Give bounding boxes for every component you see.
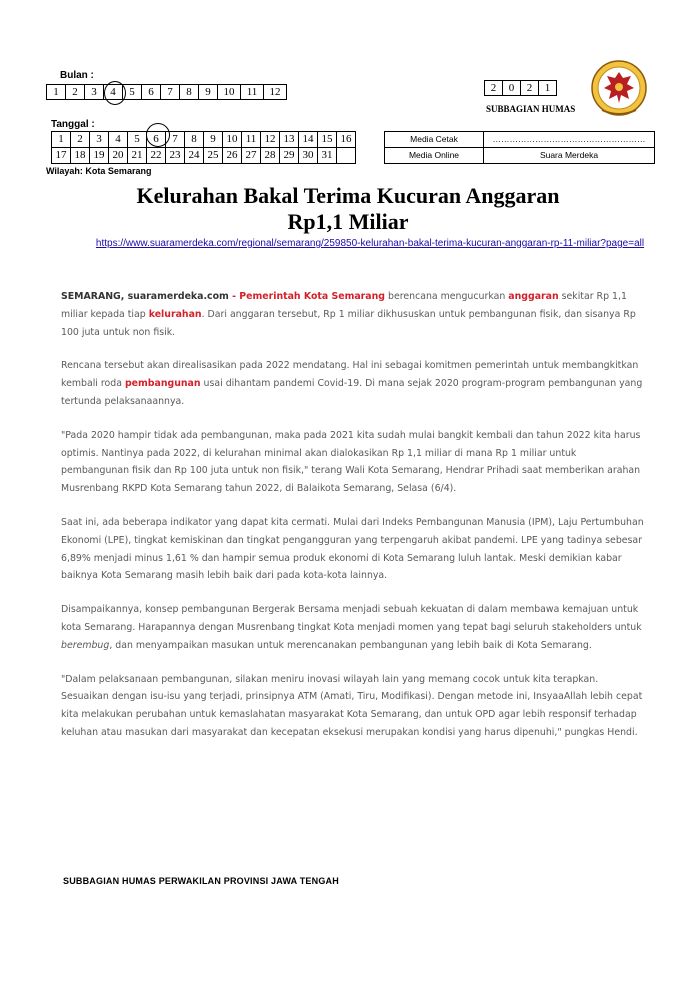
text-run: . Dari anggaran tersebut, Rp 1 miliar dikhususkan untuk pembangunan fisik, dan sisanya Rp 100 juta untuk non fisik. xyxy=(61,308,636,338)
date-cell: 31 xyxy=(318,148,337,164)
date-cell: 4 xyxy=(109,132,128,148)
date-cell: 22 xyxy=(147,148,166,164)
month-cell: 8 xyxy=(180,85,199,100)
month-cell: 10 xyxy=(218,85,241,100)
date-cell: 26 xyxy=(223,148,242,164)
dateline: SEMARANG, suaramerdeka.com xyxy=(61,291,229,302)
date-cell: 19 xyxy=(90,148,109,164)
month-cell: 5 xyxy=(123,85,142,100)
month-cell: 1 xyxy=(47,85,66,100)
paragraph-5 xyxy=(61,601,646,654)
title-line-1: Kelurahan Bakal Terima Kucuran Anggaran xyxy=(136,183,560,208)
text-run: usai dihantam pandemi Covid-19. Di mana sejak 2020 program-program pembangunan yang tertunda pelaksanaannya. xyxy=(61,378,643,407)
text-run: sekitar Rp 1,1 miliar kepada tiap xyxy=(61,291,627,320)
year-digit: 2 xyxy=(521,81,539,96)
date-cell: 14 xyxy=(299,132,318,148)
selected-date-circle xyxy=(146,123,170,147)
article-url-link[interactable]: https://www.suaramerdeka.com/regional/semarang/259850-kelurahan-bakal-terima-kucuran-anggaran-rp-11-miliar?page=all xyxy=(95,238,645,249)
date-cell: 12 xyxy=(261,132,280,148)
date-cell: 28 xyxy=(261,148,280,164)
title-line-2: Rp1,1 Miliar xyxy=(287,209,409,234)
date-cell: 13 xyxy=(280,132,299,148)
tanggal-label: Tanggal : xyxy=(51,119,95,130)
date-cell: 2 xyxy=(71,132,90,148)
tag-link[interactable]: anggaran xyxy=(508,291,559,302)
media-online-label: Media Online xyxy=(385,148,484,164)
date-cell xyxy=(337,148,356,164)
date-grid xyxy=(51,131,356,164)
month-cell: 12 xyxy=(264,85,287,100)
paragraph-4: Saat ini, ada beberapa indikator yang dapat kita cermati. Mulai dari Indeks Pembangunan Manusia (IPM), Laju Pertumbuhan Ekonomi (LPE), tingkat kemiskinan dan tingkat pengangguran yang terpengaruh akibat pandemi. LPE yang tadinya sebesar 6,89% menjadi minus 1,61 % dan hampir semua produk ekonomi di Kota Semarang luluh lantak. Meski demikian kabar baiknya Kota Semarang masih lebih baik dari pada kota-kota lainnya. xyxy=(61,516,644,582)
month-cell: 2 xyxy=(66,85,85,100)
date-cell: 10 xyxy=(223,132,242,148)
media-online-value: Suara Merdeka xyxy=(484,148,655,164)
text-run: , dan menyampaikan masukan untuk merencanakan pembangunan yang lebih baik di Kota Semarang. xyxy=(109,639,592,651)
date-cell: 29 xyxy=(280,148,299,164)
italic-run: berembug xyxy=(61,639,110,651)
garuda-emblem-logo xyxy=(590,58,648,120)
article-body xyxy=(61,288,646,758)
month-cell: 6 xyxy=(142,85,161,100)
date-cell: 20 xyxy=(109,148,128,164)
date-cell: 9 xyxy=(204,132,223,148)
year-digit: 1 xyxy=(539,81,557,96)
date-cell: 3 xyxy=(90,132,109,148)
month-cell: 3 xyxy=(85,85,104,100)
text-run: Rencana tersebut akan direalisasikan pada 2022 mendatang. Hal ini sebagai komitmen pemerintah untuk membangkitkan kembali roda xyxy=(61,360,639,390)
date-cell: 11 xyxy=(242,132,261,148)
footer-org: SUBBAGIAN HUMAS PERWAKILAN PROVINSI JAWA TENGAH xyxy=(63,876,339,886)
date-cell: 8 xyxy=(185,132,204,148)
wilayah-label: Wilayah: Kota Semarang xyxy=(46,166,152,176)
date-cell: 1 xyxy=(52,132,71,148)
tag-link[interactable]: kelurahan xyxy=(148,308,202,320)
media-table xyxy=(384,131,655,164)
date-cell: 15 xyxy=(318,132,337,148)
date-cell: 6 xyxy=(147,132,166,148)
month-cell: 4 xyxy=(104,85,123,100)
media-cetak-label: Media Cetak xyxy=(385,132,484,148)
date-cell: 16 xyxy=(337,132,356,148)
tag-link[interactable]: Pemerintah Kota Semarang xyxy=(239,291,386,302)
year-digit: 0 xyxy=(503,81,521,96)
date-cell: 24 xyxy=(185,148,204,164)
month-cell: 9 xyxy=(199,85,218,100)
media-cetak-value: ……………………………………………… xyxy=(484,132,655,148)
date-cell: 30 xyxy=(299,148,318,164)
bulan-label: Bulan : xyxy=(60,70,94,81)
date-cell: 18 xyxy=(71,148,90,164)
month-cell: 11 xyxy=(241,85,264,100)
selected-month-circle xyxy=(104,81,126,105)
month-cell: 7 xyxy=(161,85,180,100)
date-cell: 7 xyxy=(166,132,185,148)
year-grid xyxy=(484,80,557,96)
date-cell: 21 xyxy=(128,148,147,164)
date-cell: 17 xyxy=(52,148,71,164)
paragraph-3: "Pada 2020 hampir tidak ada pembangunan, maka pada 2021 kita sudah mulai bangkit kembali dan tahun 2022 kita harus optimis. Nantinya pada 2022, di kelurahan minimal akan dialokasikan Rp 1,1 miliar di mana Rp 1 miliar untuk pembangunan fisik dan Rp 100 juta untuk non fisik," terang Wali Kota Semarang, Hendrar Prihadi saat memberikan arahan Musrenbang RKPD Kota Semarang tahun 2022, di Balaikota Semarang, Selasa (6/4). xyxy=(61,429,641,495)
text-run: berencana mengucurkan xyxy=(385,291,509,302)
month-grid xyxy=(46,84,287,100)
year-digit: 2 xyxy=(485,81,503,96)
org-label: SUBBAGIAN HUMAS xyxy=(486,104,576,114)
date-cell: 25 xyxy=(204,148,223,164)
tag-link[interactable]: pembangunan xyxy=(124,378,201,390)
date-cell: 23 xyxy=(166,148,185,164)
text-run: Disampaikannya, konsep pembangunan Bergerak Bersama menjadi sebuah kekuatan di dalam membawa kemajuan untuk kota Semarang. Harapannya dengan Musrenbang tingkat Kota menjadi momen yang tepat bagi seluruh stakeholders untuk xyxy=(61,604,642,633)
dateline-separator: - xyxy=(228,291,240,302)
date-cell: 5 xyxy=(128,132,147,148)
date-cell: 27 xyxy=(242,148,261,164)
paragraph-6: "Dalam pelaksanaan pembangunan, silakan meniru inovasi wilayah lain yang memang cocok untuk kita terapkan. Sesuaikan dengan isu-isu yang terjadi, prinsipnya ATM (Amati, Tiru, Modifikasi). Dengan metode ini, InsyaaAllah lebih cepat kita melakukan perubahan untuk kemaslahatan masyarakat Kota Semarang, dan untuk OPD agar lebih responsif terhadap keluhan atau masukan dari masyarakat dan kecepatan eksekusi merupakan kondisi yang harus dipenuhi," pungkas Hendi. xyxy=(61,673,643,738)
paragraph-2 xyxy=(61,357,646,410)
paragraph-1 xyxy=(61,288,646,341)
article-title xyxy=(100,183,596,235)
